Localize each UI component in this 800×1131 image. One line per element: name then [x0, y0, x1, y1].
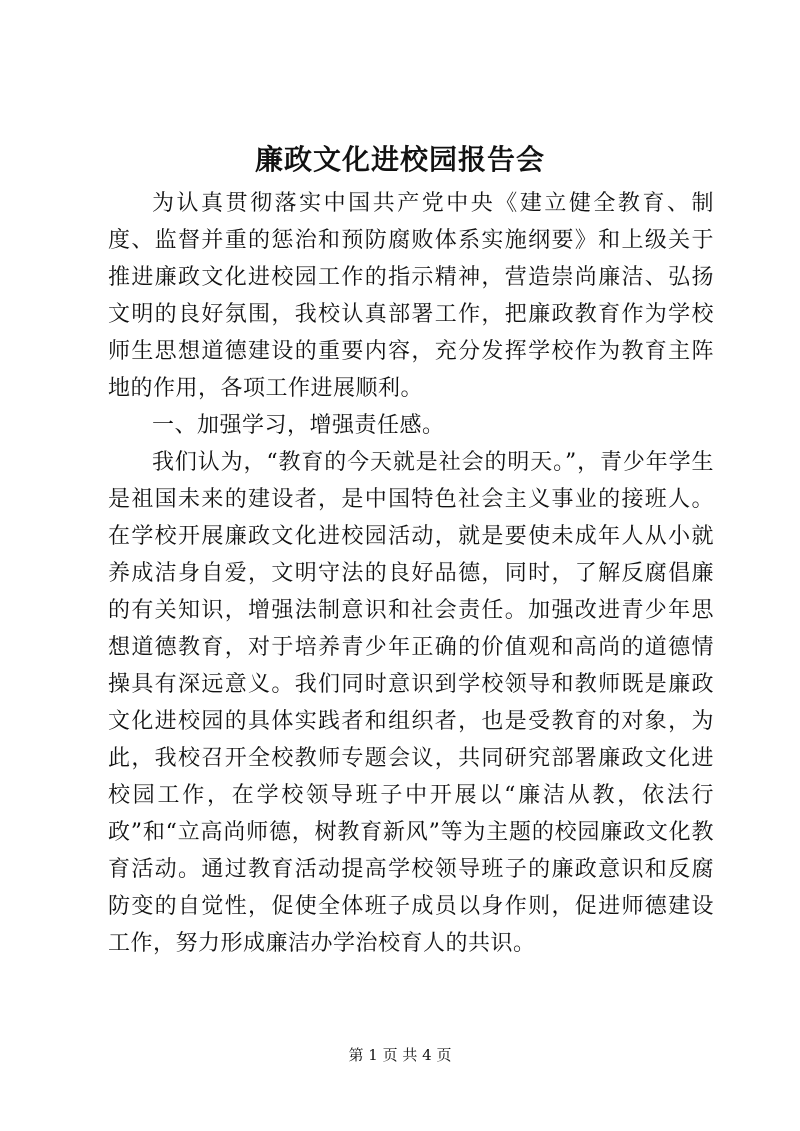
document-body	[108, 185, 714, 962]
page-footer: 第 1 页 共 4 页	[348, 1046, 452, 1064]
section-heading: 一、加强学习，增强责任感。	[152, 413, 445, 438]
document-title: 廉政文化进校园报告会	[254, 143, 545, 176]
section-paragraph: 我们认为，“教育的今天就是社会的明天。”，青少年学生是祖国未来的建设者，是中国特色社会主义事业的接班人。在学校开展廉政文化进校园活动，就是要使未成年人从小就养成洁身自爱，文明守法的良好品德，同时，了解反腐倡廉的有关知识，增强法制意识和社会责任。加强改进青少年思想道德教育，对于培养青少年正确的价值观和高尚的道德情操具有深远意义。我们同时意识到学校领导和教师既是廉政文化进校园的具体实践者和组织者，也是受教育的对象，为此，我校召开全校教师专题会议，共同研究部署廉政文化进校园工作，在学校领导班子中开展以“廉洁从教，依法行政”和“立高尚师德，树教育新风”等为主题的校园廉政文化教育活动。通过教育活动提高学校领导班子的廉政意识和反腐防变的自觉性，促使全体班子成员以身作则，促进师德建设工作，努力形成廉洁办学治校育人的共识。	[108, 450, 714, 956]
intro-paragraph: 为认真贯彻落实中国共产党中央《建立健全教育、制度、监督并重的惩治和预防腐败体系实施纲要》和上级关于推进廉政文化进校园工作的指示精神，营造崇尚廉洁、弘扬文明的良好氛围，我校认真部署工作，把廉政教育作为学校师生思想道德建设的重要内容，充分发挥学校作为教育主阵地的作用，各项工作进展顺利。	[108, 191, 714, 401]
